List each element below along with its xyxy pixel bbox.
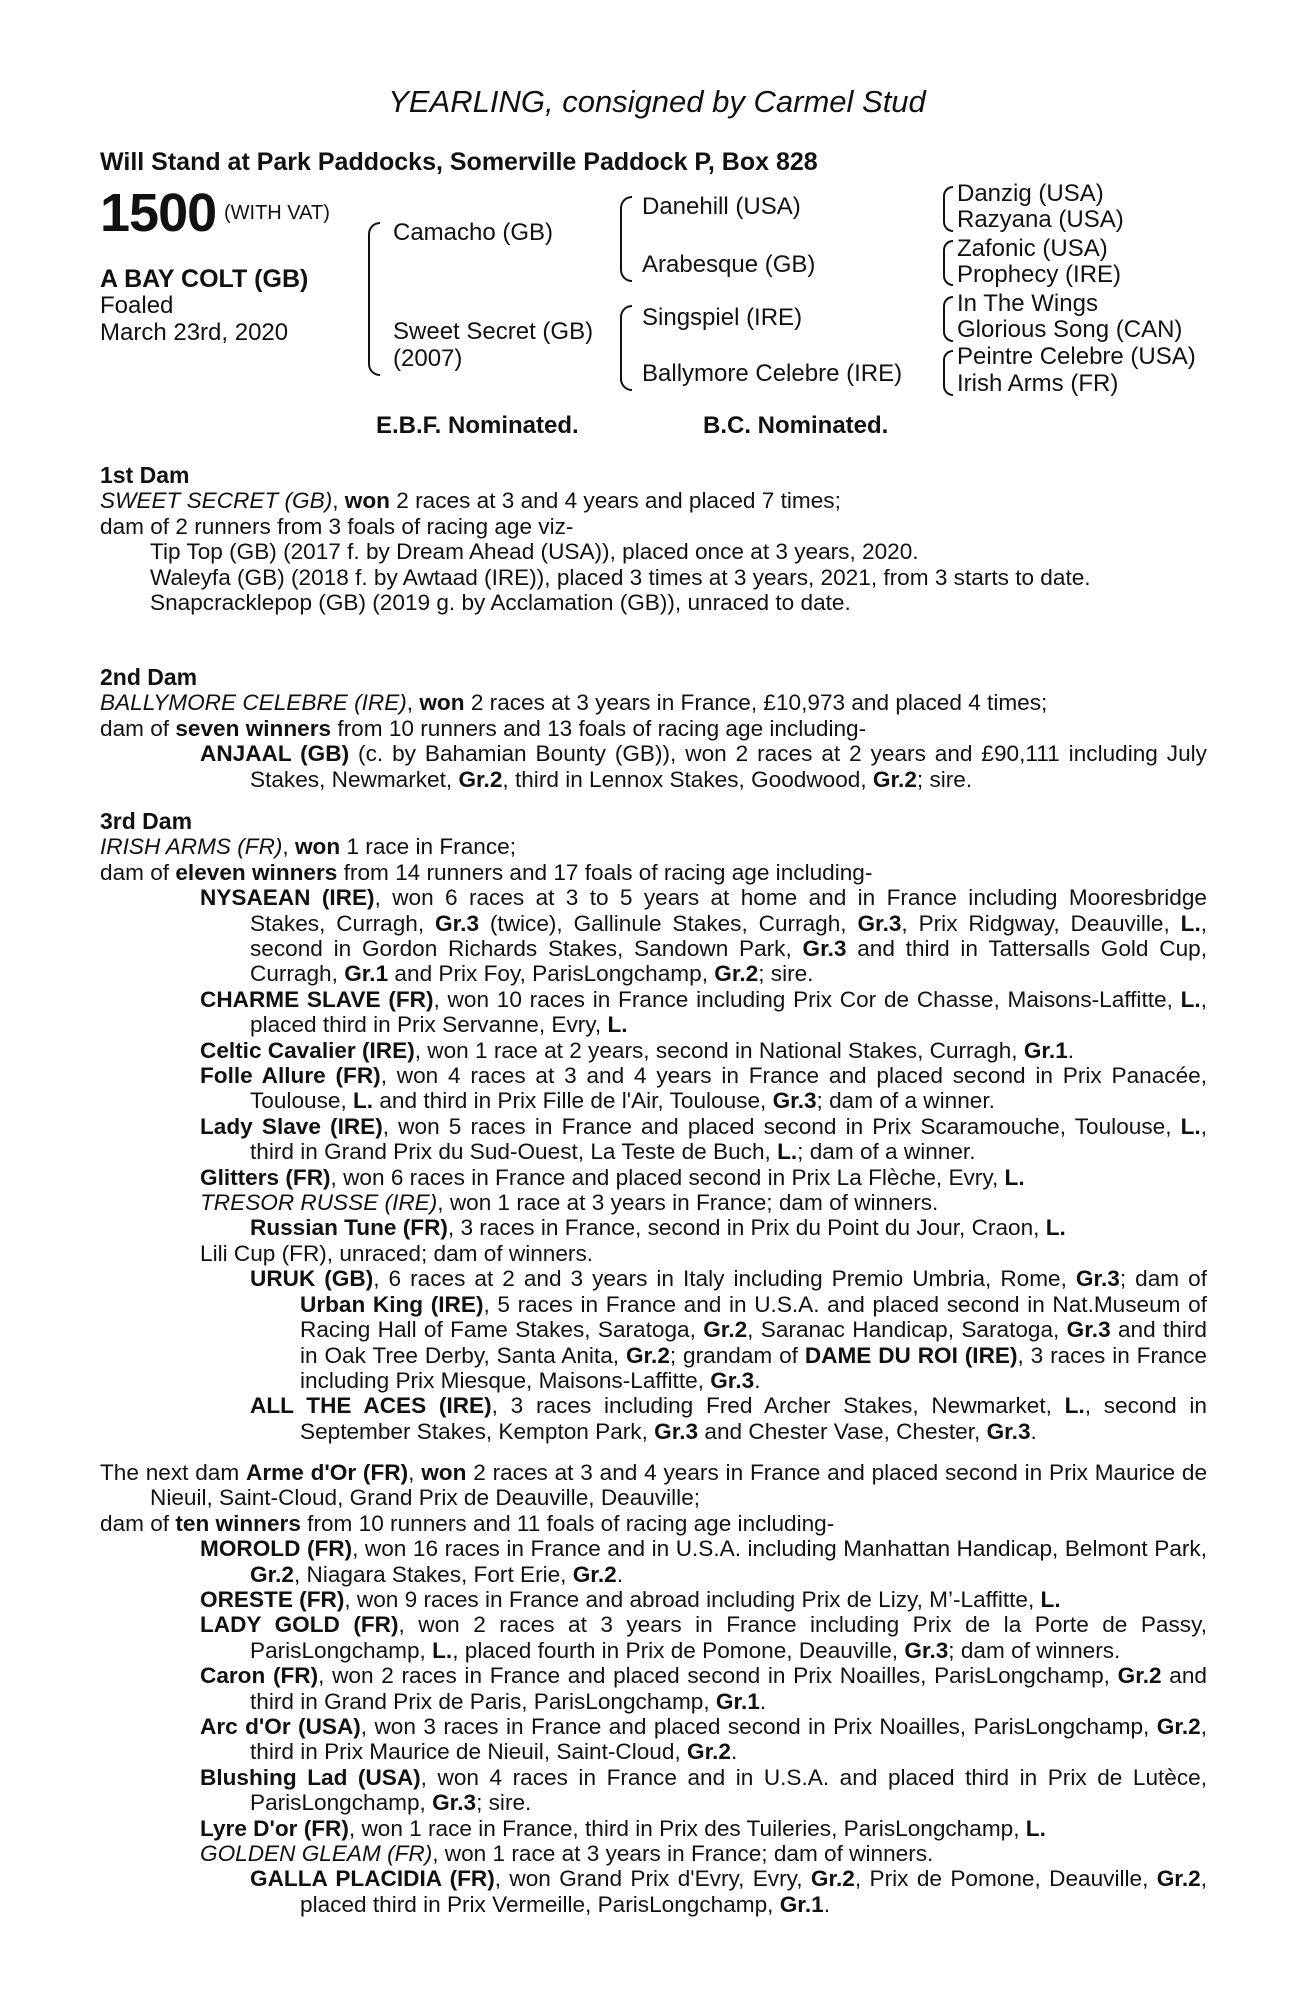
list-item: ORESTE (FR), won 9 races in France and abroad including Prix de Lizy, M’-Laffitte, L. [200, 1587, 1061, 1613]
foaled-info [100, 292, 288, 346]
dd-sire: Peintre Celebre (USA) [957, 343, 1196, 370]
list-item: Celtic Cavalier (IRE), won 1 race at 2 years, second in National Stakes, Curragh, Gr.1. [200, 1037, 1075, 1063]
list-item: LADY GOLD (FR), won 2 races at 3 years in France including Prix de la Porte de Passy, ParisLongchamp, L., placed fourth in Prix de Pomone, Deauville, Gr.3; dam of winners. [200, 1612, 1207, 1663]
brace-gen1 [368, 222, 380, 376]
next-dam-record: The next dam Arme d'Or (FR), won 2 races at 3 and 4 years in France and placed second in Prix Maurice de Nieuil, Saint-Cloud, Grand Prix de Deauville, Deauville; [100, 1460, 1208, 1511]
brace-ss [943, 186, 953, 232]
dam-dam: Ballymore Celebre (IRE) [642, 360, 903, 387]
list-item: GALLA PLACIDIA (FR), won Grand Prix d'Evry, Evry, Gr.2, Prix de Pomone, Deauville, Gr.2, placed third in Prix Vermeille, ParisLongchamp, Gr.1. [250, 1866, 1207, 1917]
list-item: Glitters (FR), won 6 races in France and placed second in Prix La Flèche, Evry, L. [200, 1164, 1025, 1190]
dam-year: (2007) [393, 345, 463, 372]
dd-dam: Irish Arms (FR) [957, 370, 1119, 397]
list-item: Tip Top (GB) (2017 f. by Dream Ahead (USA)), placed once at 3 years, 2020. [150, 539, 919, 565]
list-item: CHARME SLAVE (FR), won 10 races in France including Prix Cor de Chasse, Maisons-Laffitte, L., placed third in Prix Servanne, Evry, L. [200, 986, 1207, 1038]
dam-name: SWEET SECRET (GB) [100, 488, 333, 514]
first-dam-section: 1st Dam SWEET SECRET (GB), won 2 races at 3 and 4 years and placed 7 times; dam of 2 runners from 3 foals of racing age viz- Tip Top (GB) (2017 f. by Dream Ahead (USA)), placed once at 3 years, 2020. Waleyfa (GB) (2018 f. by Awtaad (IRE)), placed 3 times at 3 years, 2021, from 3 starts to date. Snapcracklepop (GB) (2019 g. by Acclamation (GB)), unraced to date. [100, 463, 1207, 615]
section-heading: 1st Dam [100, 462, 190, 488]
sale-title: YEARLING, consigned by Carmel Stud [388, 84, 926, 119]
ss-dam: Razyana (USA) [957, 206, 1124, 233]
ss-sire: Danzig (USA) [957, 180, 1104, 207]
section-heading: 3rd Dam [100, 808, 193, 834]
ds-dam: Glorious Song (CAN) [957, 316, 1183, 343]
won-label: won [344, 488, 390, 514]
produce-summary: dam of eleven winners from 14 runners and 17 foals of racing age including- [100, 859, 873, 885]
produce-summary: dam of 2 runners from 3 foals of racing age viz- [100, 513, 574, 539]
list-item: ANJAAL (GB) (c. by Bahamian Bounty (GB)), won 2 races at 2 years and £90,111 including July Stakes, Newmarket, Gr.2, third in Lennox Stakes, Goodwood, Gr.2; sire. [200, 741, 1207, 792]
bc-nominated: B.C. Nominated. [703, 412, 889, 439]
brace-sd [943, 240, 953, 286]
list-item: Folle Allure (FR), won 4 races at 3 and 4 years in France and placed second in Prix Panacée, Toulouse, L. and third in Prix Fille de l'Air, Toulouse, Gr.3; dam of a winner. [200, 1063, 1207, 1114]
stand-location: Will Stand at Park Paddocks, Somerville Paddock P, Box 828 [100, 148, 818, 176]
sire-sire: Danehill (USA) [642, 193, 801, 220]
won-label: won [294, 834, 341, 860]
ds-sire: In The Wings [957, 290, 1098, 317]
list-item: MOROLD (FR), won 16 races in France and in U.S.A. including Manhattan Handicap, Belmont Park, Gr.2, Niagara Stakes, Fort Erie, Gr.2. [200, 1536, 1207, 1587]
list-item: Arc d'Or (USA), won 3 races in France and placed second in Prix Noailles, ParisLongchamp, Gr.2, third in Prix Maurice de Nieuil, Saint-Cloud, Gr.2. [200, 1714, 1207, 1765]
horse-description: A BAY COLT (GB) [100, 265, 309, 293]
list-item: Waleyfa (GB) (2018 f. by Awtaad (IRE)), placed 3 times at 3 years, 2021, from 3 starts to date. [150, 564, 1091, 590]
produce-summary: dam of seven winners from 10 runners and 13 foals of racing age including- [100, 715, 867, 741]
list-item: Russian Tune (FR), 3 races in France, second in Prix du Point du Jour, Craon, L. [250, 1215, 1066, 1241]
list-item: Blushing Lad (USA), won 4 races in France and in U.S.A. and placed third in Prix de Lutèce, ParisLongchamp, Gr.3; sire. [200, 1764, 1207, 1816]
brace-sire [620, 196, 632, 282]
list-item: Lyre D'or (FR), won 1 race in France, third in Prix des Tuileries, ParisLongchamp, L. [200, 1815, 1046, 1841]
section-heading: 2nd Dam [100, 664, 198, 690]
dam-record: 1 race in France; [340, 834, 516, 860]
foaled-date: March 23rd, 2020 [100, 319, 289, 346]
lot-number: 1500 [100, 183, 217, 243]
won-label: won [419, 690, 465, 716]
dam-sire: Singspiel (IRE) [642, 304, 803, 331]
sd-dam: Prophecy (IRE) [957, 261, 1122, 288]
list-item: TRESOR RUSSE (IRE), won 1 race at 3 years in France; dam of winners. [200, 1190, 939, 1216]
brace-ds [943, 296, 953, 342]
list-item: URUK (GB), 6 races at 2 and 3 years in Italy including Premio Umbria, Rome, Gr.3; dam of Urban King (IRE), 5 races in France and in U.S.A. and placed second in Nat.Museum of Racing Hall of Fame Stakes, Saratoga, Gr.2, Saranac Handicap, Saratoga, Gr.3 and third in Oak Tree Derby, Santa Anita, Gr.2; grandam of DAME DU ROI (IRE), 3 races in France including Prix Miesque, Maisons-Laffitte, Gr.3. [250, 1266, 1207, 1393]
dam-name: Arme d'Or (FR) [246, 1460, 409, 1485]
list-item: Caron (FR), won 2 races in France and placed second in Prix Noailles, ParisLongchamp, Gr.2 and third in Grand Prix de Paris, ParisLongchamp, Gr.1. [200, 1663, 1207, 1714]
sd-sire: Zafonic (USA) [957, 235, 1108, 262]
third-dam-section: 3rd Dam IRISH ARMS (FR), won 1 race in France; dam of eleven winners from 14 runners and 17 foals of racing age including- NYSAEAN (IRE), won 6 races at 3 to 5 years at home and in France including Mooresbridge Stakes, Curragh, Gr.3 (twice), Gallinule Stakes, Curragh, Gr.3, Prix Ridgway, Deauville, L., second in Gordon Richards Stakes, Sandown Park, Gr.3 and third in Tattersalls Gold Cup, Curragh, Gr.1 and Prix Foy, ParisLongchamp, Gr.2; sire. CHARME SLAVE (FR), won 10 races in France including Prix Cor de Chasse, Maisons-Laffitte, L., placed third in Prix Servanne, Evry, L. Celtic Cavalier (IRE), won 1 race at 2 years, second in National Stakes, Curragh, Gr.1. Folle Allure (FR), won 4 races at 3 and 4 years in France and placed second in Prix Panacée, Toulouse, L. and third in Prix Fille de l'Air, Toulouse, Gr.3; dam of a winner. Lady Slave (IRE), won 5 races in France and placed second in Prix Scaramouche, Toulouse, L., third in Grand Prix du Sud-Ouest, La Teste de Buch, L.; dam of a winner. Glitters (FR), won 6 races in France and placed second in Prix La Flèche, Evry, L. TRESOR RUSSE (IRE), won 1 race at 3 years in France; dam of winners. Russian Tune (FR), 3 races in France, second in Prix du Point du Jour, Craon, L. Lili Cup (FR), unraced; dam of winners. URUK (GB), 6 races at 2 and 3 years in Italy including Premio Umbria, Rome, Gr.3; dam of Urban King (IRE), 5 races in France and in U.S.A. and placed second in Nat.Museum of Racing Hall of Fame Stakes, Saratoga, Gr.2, Saranac Handicap, Saratoga, Gr.3 and third in Oak Tree Derby, Santa Anita, Gr.2; grandam of DAME DU ROI (IRE), 3 races in France including Prix Miesque, Maisons-Laffitte, Gr.3. ALL THE ACES (IRE), 3 races including Fred Archer Stakes, Newmarket, L., second in September Stakes, Kempton Park, Gr.3 and Chester Vase, Chester, Gr.3. [100, 808, 1208, 1444]
sire-dam: Arabesque (GB) [642, 251, 816, 278]
list-item: NYSAEAN (IRE), won 6 races at 3 to 5 years at home and in France including Mooresbridge Stakes, Curragh, Gr.3 (twice), Gallinule Stakes, Curragh, Gr.3, Prix Ridgway, Deauville, L., second in Gordon Richards Stakes, Sandown Park, Gr.3 and third in Tattersalls Gold Cup, Curragh, Gr.1 and Prix Foy, ParisLongchamp, Gr.2; sire. [200, 885, 1208, 987]
dam-name: Sweet Secret (GB) [393, 318, 594, 345]
list-item: Lili Cup (FR), unraced; dam of winners. [200, 1240, 594, 1266]
brace-dd [943, 350, 953, 396]
dam-record: 2 races at 3 years in France, £10,973 and placed 4 times; [464, 690, 1048, 716]
sire-name: Camacho (GB) [393, 219, 554, 246]
dam-name: BALLYMORE CELEBRE (IRE) [100, 690, 407, 716]
next-dam-section [100, 1460, 1207, 1917]
dam-name: IRISH ARMS (FR) [100, 834, 283, 860]
list-item: ALL THE ACES (IRE), 3 races including Fred Archer Stakes, Newmarket, L., second in September Stakes, Kempton Park, Gr.3 and Chester Vase, Chester, Gr.3. [250, 1393, 1207, 1444]
foaled-label: Foaled [100, 292, 174, 319]
produce-summary: dam of ten winners from 10 runners and 11 foals of racing age including- [100, 1510, 835, 1536]
list-item: Lady Slave (IRE), won 5 races in France and placed second in Prix Scaramouche, Toulouse, L., third in Grand Prix du Sud-Ouest, La Teste de Buch, L.; dam of a winner. [200, 1113, 1207, 1165]
dam-record: 2 races at 3 and 4 years and placed 7 times; [389, 488, 841, 514]
list-item: Snapcracklepop (GB) (2019 g. by Acclamation (GB)), unraced to date. [150, 590, 851, 615]
vat-note: (WITH VAT) [224, 202, 330, 224]
second-dam-section: 2nd Dam BALLYMORE CELEBRE (IRE), won 2 races at 3 years in France, £10,973 and placed 4 times; dam of seven winners from 10 runners and 13 foals of racing age including- ANJAAL (GB) (c. by Bahamian Bounty (GB)), won 2 races at 2 years and £90,111 including July Stakes, Newmarket, Gr.2, third in Lennox Stakes, Goodwood, Gr.2; sire. [100, 664, 1207, 792]
ebf-nominated: E.B.F. Nominated. [376, 412, 579, 439]
list-item: GOLDEN GLEAM (FR), won 1 race at 3 years in France; dam of winners. [200, 1841, 934, 1867]
brace-dam [620, 305, 632, 391]
